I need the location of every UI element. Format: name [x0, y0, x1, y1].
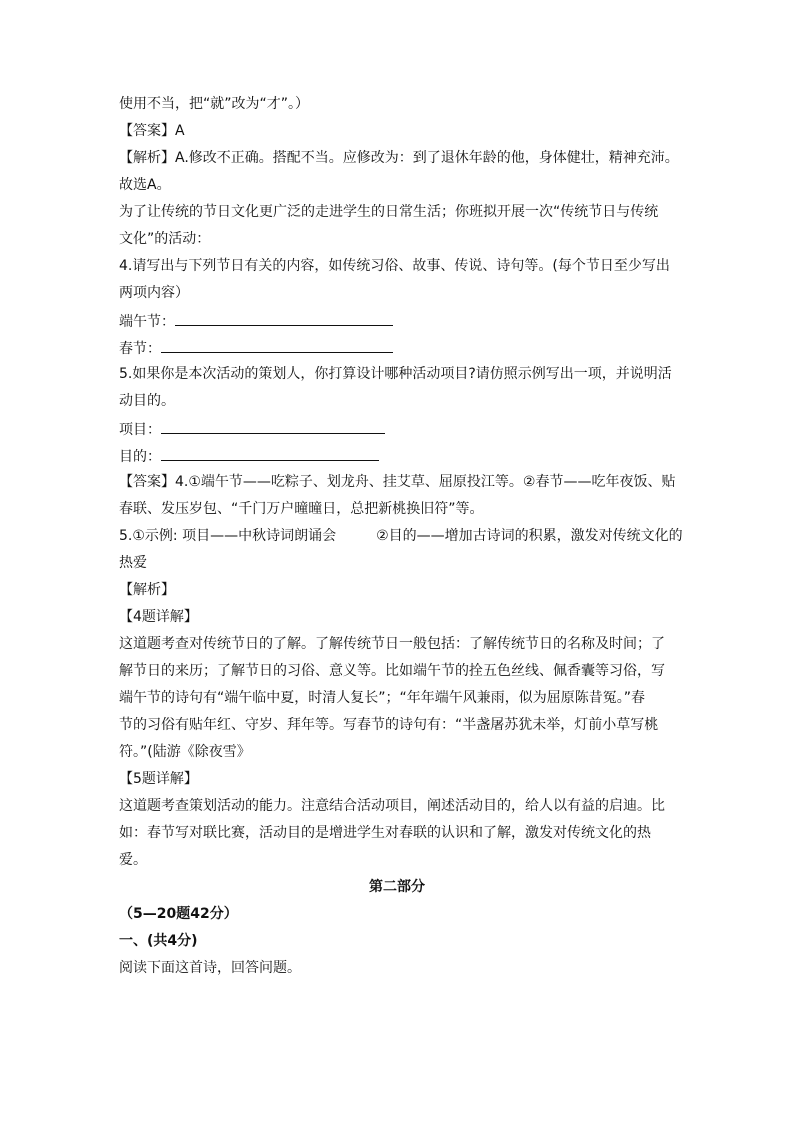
part-heading: 一、(共4分)	[119, 933, 198, 949]
text-line: 春联、发压岁包、“千门万户曈曈日，总把新桃换旧符”等。	[119, 501, 484, 517]
duanwu-blank[interactable]	[175, 311, 393, 326]
text-line: 为了让传统的节日文化更广泛的走进学生的日常生活；你班拟开展一次“传统节日与传统	[119, 204, 659, 220]
duanwu-label: 端午节：	[119, 314, 175, 330]
instruction-text: 阅读下面这首诗，回答问题。	[119, 960, 301, 976]
text-line: 文化”的活动：	[119, 231, 211, 247]
chunjie-label: 春节：	[119, 341, 161, 357]
example-purpose: ②目的——增加古诗词的积累，激发对传统文化的	[376, 528, 683, 544]
example-project: 5.①示例: 项目——中秋诗词朗诵会	[119, 528, 337, 544]
chunjie-blank[interactable]	[161, 338, 393, 353]
section-subtitle: （5—20题42分）	[119, 906, 238, 922]
text-line: 使用不当，把“就”改为“才”。）	[119, 96, 310, 112]
project-field	[119, 419, 385, 439]
answer-label: 【答案】A	[119, 123, 185, 139]
text-line: 解节日的来历；了解节日的习俗、意义等。比如端午节的拴五色丝线、佩香囊等习俗，写	[119, 663, 665, 679]
project-label: 项目：	[119, 422, 161, 438]
text-line: 爱。	[119, 852, 147, 868]
text-line: 两项内容）	[119, 285, 189, 301]
section-title: 第二部分	[369, 879, 425, 895]
q5-detail-heading: 【5题详解】	[119, 771, 198, 787]
text-line: 端午节的诗句有“端午临中夏，时清人复长”；“年年端午风兼雨，似为屈原陈昔冤。”春	[119, 690, 646, 706]
text-line: 如：春节写对联比赛，活动目的是增进学生对春联的认识和了解，激发对传统文化的热	[119, 825, 651, 841]
purpose-blank[interactable]	[161, 446, 379, 461]
question-5: 5.如果你是本次活动的策划人，你打算设计哪种活动项目?请仿照示例写出一项，并说明活	[119, 366, 672, 382]
text-line: 符。”(陆游《除夜雪》	[119, 744, 251, 760]
purpose-field	[119, 446, 379, 466]
question-4: 4.请写出与下列节日有关的内容，如传统习俗、故事、传说、诗句等。(每个节日至少写出	[119, 258, 670, 274]
q4-detail-heading: 【4题详解】	[119, 609, 198, 625]
text-line: 动目的。	[119, 393, 175, 409]
text-line: 热爱	[119, 555, 147, 571]
text-line: 故选A。	[119, 177, 171, 193]
project-blank[interactable]	[161, 419, 385, 434]
text-line: 这道题考查对传统节日的了解。了解传统节日一般包括：了解传统节日的名称及时间；了	[119, 636, 665, 652]
answer-text: 【答案】4.①端午节——吃粽子、划龙舟、挂艾草、屈原投江等。②春节——吃年夜饭、贴	[119, 474, 676, 490]
text-line: 节的习俗有贴年红、守岁、拜年等。写春节的诗句有：“半盏屠苏犹未举，灯前小草写桃	[119, 717, 659, 733]
chunjie-field	[119, 338, 393, 358]
duanwu-field	[119, 311, 393, 331]
purpose-label: 目的：	[119, 449, 161, 465]
example-line	[119, 527, 683, 545]
analysis-label: 【解析】	[119, 582, 175, 598]
text-line: 这道题考查策划活动的能力。注意结合活动项目，阐述活动目的，给人以有益的启迪。比	[119, 798, 665, 814]
analysis-text: 【解析】A.修改不正确。搭配不当。应修改为：到了退休年龄的他，身体健壮，精神充沛。	[119, 150, 679, 166]
